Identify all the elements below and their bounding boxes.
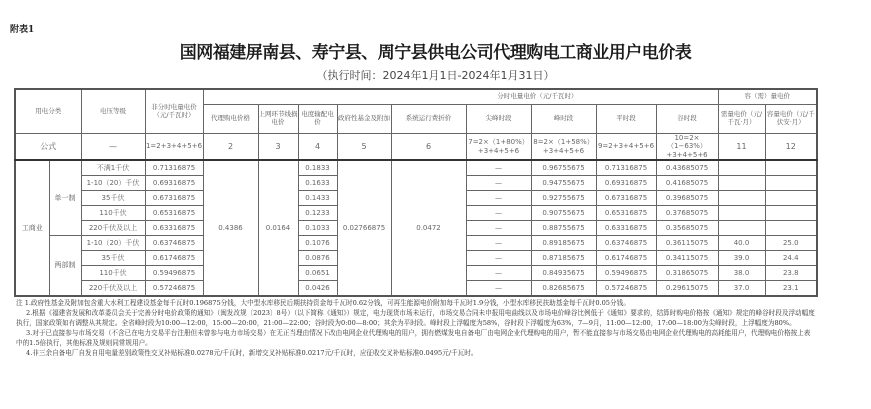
footnote-4: 4.非三余自备电厂自发自用电量差别政策性交叉补贴标准0.0278元/千瓦时，新增交叉补贴标准0.0217元/千瓦时，应征收交叉补贴标准0.0495元/千瓦时。	[26, 349, 478, 357]
flat-cell: 0.61746875	[596, 251, 656, 266]
header-valley: 谷时段	[656, 105, 718, 134]
group-label-two-part: 两部制	[49, 236, 81, 297]
transmission-cell: 0.1076	[298, 236, 337, 251]
sharp-peak-cell: —	[466, 176, 531, 191]
valley-cell: 0.37685075	[656, 206, 718, 221]
demand-cell	[718, 191, 765, 206]
formula-peak: 8=2×（1+58%）+3+4+5+6	[531, 134, 596, 161]
formula-sharp-peak: 7=2×（1+80%）+3+4+5+6	[466, 134, 531, 161]
table-row	[15, 160, 817, 176]
execution-period: （执行时间：2024年1月1日-2024年1月31日）	[316, 69, 555, 82]
peak-cell: 0.84935675	[531, 266, 596, 281]
sharp-peak-cell: —	[466, 236, 531, 251]
demand-cell	[718, 160, 765, 176]
non-tou-cell: 0.67316875	[145, 191, 203, 206]
header-flat: 平时段	[596, 105, 656, 134]
transmission-cell: 0.1433	[298, 191, 337, 206]
capacity-cell	[765, 206, 817, 221]
capacity-cell: 23.1	[765, 281, 817, 297]
sharp-peak-cell: —	[466, 160, 531, 176]
transmission-cell: 0.1033	[298, 221, 337, 236]
peak-cell: 0.92755675	[531, 191, 596, 206]
system-op-cell: 0.0472	[391, 160, 466, 296]
demand-cell: 38.0	[718, 266, 765, 281]
formula-voltage: —	[81, 134, 145, 161]
peak-cell: 0.89185675	[531, 236, 596, 251]
formula-valley: 10=2×（1−63%）+3+4+5+6	[656, 134, 718, 161]
flat-cell: 0.69316875	[596, 176, 656, 191]
non-tou-cell: 0.71316875	[145, 160, 203, 176]
non-tou-cell: 0.63316875	[145, 221, 203, 236]
header-transmission: 电度输配电价	[298, 105, 337, 134]
group-label-single: 单一制	[49, 160, 81, 236]
sharp-peak-cell: —	[466, 191, 531, 206]
peak-cell: 0.96755675	[531, 160, 596, 176]
voltage-cell: 1-10（20）千伏	[81, 236, 145, 251]
footnote-3: 3.对于已直接参与市场交易（不含已在电力交易平台注册但未曾参与电力市场交易）在无正当理由情况下改由电网企业代理购电的用户，拥有燃煤发电自备电厂由电网企业代理购电的用户，暂不能直接参与市场交易由电网企业代理购电的高耗能用户，代理购电价格按上表中的1.5倍执行，其他标准及规则同常规用户。	[16, 329, 811, 347]
valley-cell: 0.29615075	[656, 281, 718, 297]
voltage-cell: 不满1千伏	[81, 160, 145, 176]
sharp-peak-cell: —	[466, 206, 531, 221]
header-peak: 峰时段	[531, 105, 596, 134]
voltage-cell: 35千伏	[81, 251, 145, 266]
formula-transmission: 4	[298, 134, 337, 161]
demand-cell	[718, 221, 765, 236]
peak-cell: 0.94755675	[531, 176, 596, 191]
formula-demand: 11	[718, 134, 765, 161]
non-tou-cell: 0.61746875	[145, 251, 203, 266]
non-tou-cell: 0.65316875	[145, 206, 203, 221]
valley-cell: 0.43685075	[656, 160, 718, 176]
price-table	[14, 88, 818, 297]
capacity-cell: 24.4	[765, 251, 817, 266]
transmission-cell: 0.0876	[298, 251, 337, 266]
capacity-cell: 23.8	[765, 266, 817, 281]
header-tou-group: 分时电量电价（元/千瓦时）	[203, 89, 718, 105]
grid-loss-cell: 0.0164	[258, 160, 298, 296]
header-grid-loss: 上网环节线损电价	[258, 105, 298, 134]
peak-cell: 0.90755675	[531, 206, 596, 221]
gov-fund-cell: 0.02766875	[337, 160, 391, 296]
header-voltage: 电压等级	[81, 89, 145, 134]
flat-cell: 0.63316875	[596, 221, 656, 236]
header-agent-price: 代理购电价格	[203, 105, 258, 134]
flat-cell: 0.59496875	[596, 266, 656, 281]
capacity-cell	[765, 176, 817, 191]
demand-cell	[718, 206, 765, 221]
formula-grid-loss: 3	[258, 134, 298, 161]
footnote-1: 注 1.政府性基金及附加包含重大水利工程建设基金每千瓦时0.196875分钱，大中型水库移民后期扶持资金每千瓦时0.62分钱，可再生能源电价附加每千瓦时1.9分钱，小型水库移民扶助基金每千瓦时0.05分钱。	[16, 299, 630, 307]
header-gov-fund: 政府性基金及附加	[337, 105, 391, 134]
capacity-cell	[765, 191, 817, 206]
flat-cell: 0.71316875	[596, 160, 656, 176]
transmission-cell: 0.0651	[298, 266, 337, 281]
header-demand: 需量电价（元/千瓦·月）	[718, 105, 765, 134]
valley-cell: 0.31865075	[656, 266, 718, 281]
demand-cell: 40.0	[718, 236, 765, 251]
non-tou-cell: 0.63746875	[145, 236, 203, 251]
formula-gov-fund: 5	[337, 134, 391, 161]
header-non-tou: 非分时电量电价（元/千瓦时）	[145, 89, 203, 134]
capacity-cell	[765, 160, 817, 176]
demand-cell: 39.0	[718, 251, 765, 266]
header-capacity-group: 容（需）量电价	[718, 89, 817, 105]
voltage-cell: 220千伏及以上	[81, 221, 145, 236]
valley-cell: 0.36115075	[656, 236, 718, 251]
voltage-cell: 110千伏	[81, 206, 145, 221]
non-tou-cell: 0.69316875	[145, 176, 203, 191]
valley-cell: 0.39685075	[656, 191, 718, 206]
transmission-cell: 0.1833	[298, 160, 337, 176]
capacity-cell	[765, 221, 817, 236]
flat-cell: 0.65316875	[596, 206, 656, 221]
sharp-peak-cell: —	[466, 221, 531, 236]
formula-flat: 9=2+3+4+5+6	[596, 134, 656, 161]
agent-price-cell: 0.4386	[203, 160, 258, 296]
header-system-op: 系统运行费折价	[391, 105, 466, 134]
valley-cell: 0.41685075	[656, 176, 718, 191]
formula-non-tou: 1=2+3+4+5+6	[145, 134, 203, 161]
header-sharp-peak: 尖峰时段	[466, 105, 531, 134]
sharp-peak-cell: —	[466, 266, 531, 281]
annex-label: 附表1	[10, 25, 35, 35]
flat-cell: 0.57246875	[596, 281, 656, 297]
header-capacity: 容量电价（元/千伏安·月）	[765, 105, 817, 134]
formula-label: 公式	[15, 134, 81, 161]
voltage-cell: 220千伏及以上	[81, 281, 145, 297]
sharp-peak-cell: —	[466, 281, 531, 297]
header-category: 用电分类	[15, 89, 81, 134]
demand-cell: 37.0	[718, 281, 765, 297]
category-label: 工商业	[15, 160, 49, 296]
flat-cell: 0.63746875	[596, 236, 656, 251]
transmission-cell: 0.0426	[298, 281, 337, 297]
transmission-cell: 0.1633	[298, 176, 337, 191]
footnotes	[16, 298, 816, 358]
peak-cell: 0.87185675	[531, 251, 596, 266]
formula-row	[15, 134, 817, 161]
peak-cell: 0.82685675	[531, 281, 596, 297]
voltage-cell: 35千伏	[81, 191, 145, 206]
valley-cell: 0.35685075	[656, 221, 718, 236]
non-tou-cell: 0.59496875	[145, 266, 203, 281]
voltage-cell: 1-10（20）千伏	[81, 176, 145, 191]
peak-cell: 0.88755675	[531, 221, 596, 236]
formula-agent-price: 2	[203, 134, 258, 161]
voltage-cell: 110千伏	[81, 266, 145, 281]
formula-system-op: 6	[391, 134, 466, 161]
page-title: 国网福建屏南县、寿宁县、周宁县供电公司代理购电工商业用户电价表	[179, 43, 692, 63]
demand-cell	[718, 176, 765, 191]
formula-capacity: 12	[765, 134, 817, 161]
flat-cell: 0.67316875	[596, 191, 656, 206]
valley-cell: 0.34115075	[656, 251, 718, 266]
capacity-cell: 25.0	[765, 236, 817, 251]
transmission-cell: 0.1233	[298, 206, 337, 221]
footnote-2: 2.根据《福建省发展和改革委员会关于完善分时电价政策的通知》（闽发改规〔2023〕8号）（以下简称《通知》）规定，电力现货市场未运行，市场交易合同未申报用电曲线以及市场电价峰谷比例低于《通知》要求的，结算时购电价格按《通知》规定的峰谷时段及浮动幅度执行，国家政策如有调整从其规定。全省峰时段为10:00—12:00，15:00—20:00，21:00—22:00；谷时段为0:00—8:00；其余为平时段。峰时段上浮幅度为58%，谷时段下浮幅度为63%，7—9月，11:00—12:00，17:00—18:00为尖峰时段，上浮幅度为80%。	[16, 309, 815, 327]
sharp-peak-cell: —	[466, 251, 531, 266]
non-tou-cell: 0.57246875	[145, 281, 203, 297]
